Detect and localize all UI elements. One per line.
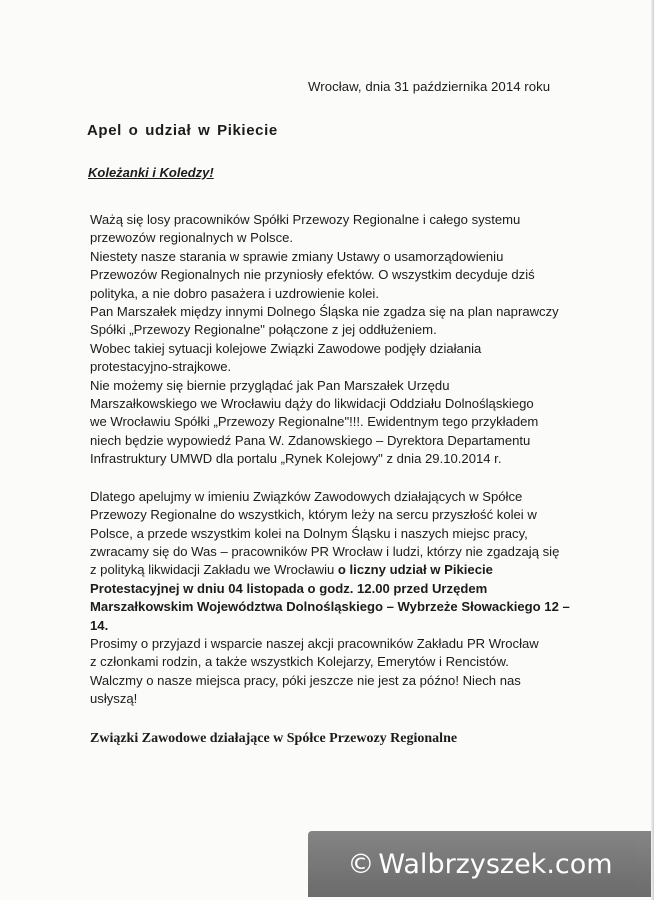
signature: Związki Zawodowe działające w Spółce Przewozy Regionalne [90,731,458,746]
text-line: Pan Marszałek między innymi Dolnego Śląska nie zgadza się na plan naprawczy [90,304,559,320]
date-line: Wrocław, dnia 31 października 2014 roku [308,79,551,94]
text-line: Spółki „Przewozy Regionalne" połączone z jej oddłużeniem. [90,322,437,338]
text-line: Wobec takiej sytuacji kolejowe Związki Zawodowe podjęły działania [90,340,482,356]
text-line: we Wrocławiu Spółki „Przewozy Regionalne"!!!. Ewidentnym tego przykładem [90,414,539,430]
text-line: Polsce, a przede wszystkim kolei na Dolnym Śląsku i naszych miejsc pracy, [90,525,528,541]
letter-body [90,211,590,709]
text-line: z członkami rodzin, a także wszystkich Kolejarzy, Emerytów i Rencistów. [90,654,509,670]
text-line: Prosimy o przyjazd i wsparcie naszej akcji pracowników Zakładu PR Wrocław [90,635,539,651]
text-line: protestacyjno-strajkowe. [90,359,232,375]
text-line: Marszałkowskiego we Wrocławiu dąży do likwidacji Oddziału Dolnośląskiego [90,396,534,412]
bold-text-segment: o liczny udział w Pikiecie [337,562,493,578]
text-line: Ważą się losy pracowników Spółki Przewozy Regionalne i całego systemu [90,212,521,227]
text-line: polityka, a nie dobro pasażera i uzdrowienie kolei. [90,285,379,301]
text-line: Przewozów Regionalnych nie przyniosły efektów. O wszystkim decyduje dziś [90,267,535,283]
document-title: Apel o udział w Pikiecie [87,122,278,139]
paragraph-gap [90,469,590,488]
text-line: Niestety nasze starania w sprawie zmiany Ustawy o usamorządowieniu [90,248,504,264]
bold-text-line: Marszałkowskim Województwa Dolnośląskiego – Wybrzeże Słowackiego 12 – [90,599,570,615]
copyright-icon: © [347,848,375,880]
watermark [308,831,652,897]
watermark-text: Walbrzyszek.com [378,848,613,880]
text-line: Infrastruktury UMWD dla portalu „Rynek Kolejowy" z dnia 29.10.2014 r. [90,451,502,467]
bold-text-line: Protestacyjnej w dniu 04 listopada o godz. 12.00 przed Urzędem [90,580,488,596]
text-line: zwracamy się do Was – pracowników PR Wrocław i ludzi, którzy nie zgadzają się [90,543,560,559]
bold-text-line: 14. [90,617,109,633]
salutation: Koleżanki i Koledzy! [88,165,214,180]
text-segment: z polityką likwidacji Zakładu we Wrocławiu [90,562,338,578]
text-line: Walczmy o nasze miejsca pracy, póki jeszcze nie jest za późno! Niech nas [90,672,521,688]
text-line: przewozów regionalnych w Polsce. [90,230,294,246]
text-line: Przewozy Regionalne do wszystkich, którym leży na sercu przyszłość kolei w [90,507,537,523]
text-line: niech będzie wypowiedź Pana W. Zdanowskiego – Dyrektora Departamentu [90,432,531,448]
text-line: Dlatego apelujmy w imieniu Związków Zawodowych działających w Spółce [90,488,523,504]
text-line: usłyszą! [90,691,138,707]
text-line-mixed [90,561,590,579]
text-line: Nie możemy się biernie przyglądać jak Pan Marszałek Urzędu [90,377,450,393]
